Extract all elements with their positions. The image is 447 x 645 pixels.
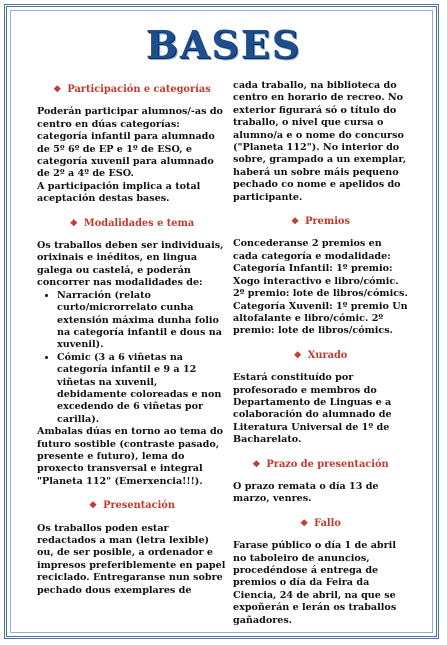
heading-prazo-label: Prazo de presentación — [266, 458, 389, 470]
presentacion-continuation: cada traballo, na biblioteca do centro en horario de recreo. No exterior figurará só o título do traballo, o nivel que cursa o alumno/a e o nome do concurso ("Planeta 112"). No interior do sobre, grampado a un exemplar, haberá un sobre máis pequeno pechado co nome e apelidos do participante. — [233, 80, 407, 203]
heading-presentacion — [37, 500, 227, 512]
modalidade-item: • Narración (relato curto/microrrelato cunha extensión máxima dunha folio na categoría infantil e dous na xuvenil). — [57, 290, 227, 352]
heading-xurado-label: Xurado — [307, 349, 348, 361]
diamond-icon: ❖ — [300, 518, 309, 529]
presentacion-text: Os traballos poden estar redactados a man (letra lexible) ou, de ser posible, a ordenador e impresos preferiblemente en papel reciclado. Entregaranse nun sobre pechado dous exemplares de — [37, 522, 226, 596]
participacion-text-2: A participación implica a total aceptación destas bases. — [37, 180, 201, 205]
left-column — [37, 80, 227, 597]
premios-text: Concederanse 2 premios en cada categoría e modalidade: Categoría Infantil: 1º premio: Xogo interactivo e libro/cómic. 2º premio: lote de libros/cómics. Categoría Xuvenil: 1º premio Un altofalante e libro/cómic. 2º premio: lote de libros/cómics. — [233, 238, 408, 337]
heading-modalidades-label: Modalidades e tema — [83, 217, 195, 229]
right-column — [233, 80, 408, 627]
diamond-icon: ❖ — [89, 501, 98, 512]
page-title: BASES — [145, 22, 302, 67]
heading-participacion — [37, 84, 227, 96]
diamond-icon: ❖ — [53, 85, 62, 95]
modalidades-outro: Ambalas dúas en torno ao tema do futuro sostible (contraste pasado, presente e futuro), lema do proxecto transversal e integral "Planeta 112" (Emerxencia!!!). — [37, 426, 224, 487]
heading-modalidades — [37, 218, 227, 230]
fallo-text: Farase público o día 1 de abril no taboleiro de anuncios, procedéndose á entrega de premios o día da Feira da Ciencia, 24 de abril, na que se expoñerán e lerán os traballos gañadores. — [233, 540, 397, 626]
heading-premios — [233, 216, 408, 228]
modalidades-intro: Os traballos deben ser individuais, orixinais e inéditos, en lingua galega ou castelá, e poderán concorrer nas modalidades de: — [37, 240, 224, 289]
diamond-icon: ❖ — [252, 459, 261, 470]
participacion-text: Poderán participar alumnos/-as do centro en dúas categorías: categoría infantil para alumnado de 5º 6º de EP e 1º de ESO, e categoría xuvenil para alumnado de 2º a 4º de ESO. — [37, 106, 223, 180]
heading-xurado — [233, 350, 408, 362]
heading-fallo-label: Fallo — [314, 517, 341, 529]
heading-premios-label: Premios — [305, 216, 350, 228]
diamond-icon: ❖ — [293, 350, 302, 361]
heading-fallo — [233, 518, 408, 530]
diamond-icon: ❖ — [69, 218, 78, 229]
diamond-icon: ❖ — [291, 217, 300, 228]
modalidades-list — [37, 290, 227, 426]
xurado-text: Estará constituído por profesorado e membros do Departamento de Linguas e a colaboración do alumnado de Literatura Universal de 1º de Bacharelato. — [233, 372, 392, 446]
modalidade-item: • Cómic (3 a 6 viñetas na categoría infantil e 9 a 12 viñetas na xuvenil, debidamente coloreadas e non excedendo de 6 viñetas por carilla). — [57, 352, 227, 426]
heading-presentacion-label: Presentación — [103, 500, 175, 512]
heading-prazo — [233, 459, 408, 471]
heading-participacion-label: Participación e categorías — [67, 84, 211, 95]
prazo-text: O prazo remata o día 13 de marzo, venres. — [233, 480, 379, 505]
